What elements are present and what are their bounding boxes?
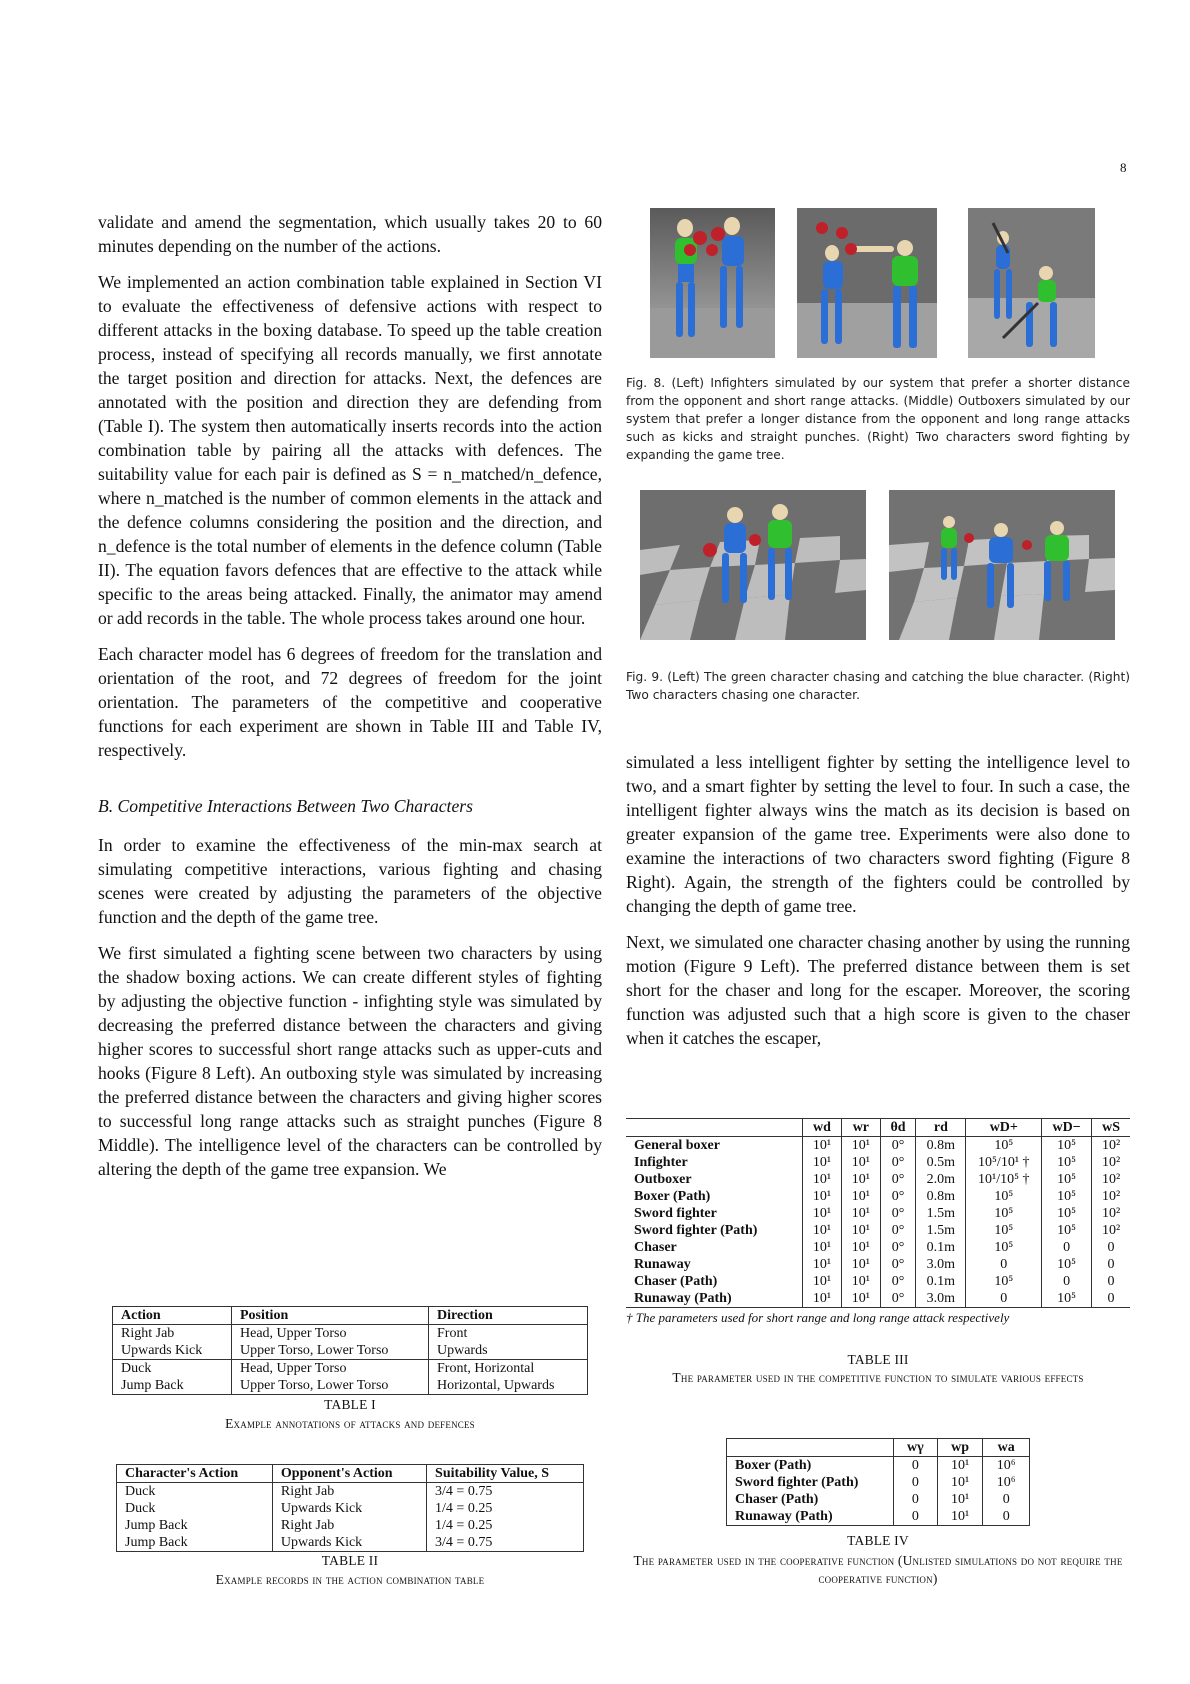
table-cell: Sword fighter <box>626 1205 803 1222</box>
table-header: wD+ <box>966 1119 1042 1137</box>
table-cell: 10¹ <box>937 1508 983 1526</box>
table-cell: 10² <box>1101 1155 1121 1170</box>
table-cell: 10¹ <box>841 1273 880 1290</box>
table-cell: 10⁵ <box>1042 1290 1092 1307</box>
table-header: wa <box>997 1440 1015 1455</box>
table-cell: Boxer (Path) <box>727 1457 894 1475</box>
table-header: wγ <box>894 1439 938 1457</box>
table-cell: General boxer <box>626 1137 803 1155</box>
table-cell: Upper Torso, Lower Torso <box>232 1377 429 1395</box>
table-cell: 0 <box>894 1491 938 1508</box>
table-cell: Duck <box>117 1500 273 1517</box>
table-cell: 0 <box>966 1256 1042 1273</box>
table-cell: 10² <box>1101 1189 1121 1204</box>
table-cell: 0° <box>880 1171 915 1188</box>
table-cell: 0 <box>1107 1257 1115 1272</box>
table-row <box>113 1325 588 1343</box>
table-header: Position <box>232 1307 429 1325</box>
fig8-right-image <box>968 208 1095 358</box>
table-caption: The parameter used in the cooperative function (Unlisted simulations do not require the cooperative function) <box>633 1553 1123 1586</box>
table-cell: Runaway (Path) <box>727 1508 894 1526</box>
table-cell: Head, Upper Torso <box>232 1325 429 1343</box>
table-cell: 10¹ <box>803 1256 842 1273</box>
table-cell: 0° <box>880 1290 915 1307</box>
fig9-left-image <box>640 490 866 640</box>
table-row <box>727 1491 1030 1508</box>
table-cell: 10¹ <box>803 1273 842 1290</box>
table-cell: 10⁶ <box>996 1475 1016 1490</box>
table-cell: 2.0m <box>916 1171 966 1188</box>
table-cell: 10⁵ <box>1042 1188 1092 1205</box>
table-label: TABLE IV <box>847 1533 909 1548</box>
table-2 <box>116 1464 584 1552</box>
table-header: wD− <box>1042 1119 1092 1137</box>
table-header: Direction <box>437 1308 493 1323</box>
table-cell: 10¹ <box>841 1205 880 1222</box>
table-cell: 10⁵/10¹ † <box>966 1154 1042 1171</box>
table-cell: 0 <box>1107 1291 1115 1306</box>
table-cell: 10⁵ <box>1042 1154 1092 1171</box>
paragraph: We first simulated a fighting scene between two characters by using the shadow boxing actions. We can create different styles of fighting by adjusting the objective function - infighting style was simulated by decreasing the preferred distance between the characters and giving higher scores to successful short range attacks such as upper-cuts and hooks (Figure 8 Left). An outboxing style was simulated by increasing the preferred distance between the characters and giving higher scores to successful long range attacks such as straight punches (Figure 8 Middle). The intelligence level of the characters can be controlled by altering the depth of the game tree expansion. We <box>98 943 602 1179</box>
table-row <box>626 1239 1130 1256</box>
table-cell: 10¹ <box>803 1154 842 1171</box>
table-header: Suitability Value, S <box>435 1466 550 1481</box>
table-row <box>113 1342 588 1360</box>
table-cell: 10¹ <box>937 1474 983 1491</box>
table-cell: 10¹ <box>803 1188 842 1205</box>
table-footnote: † The parameters used for short range and long range attack respectively <box>626 1307 1130 1326</box>
table-cell: 10¹ <box>841 1171 880 1188</box>
table-cell: Upwards <box>437 1343 488 1358</box>
table-caption: Example annotations of attacks and defences <box>225 1416 475 1431</box>
table-header: rd <box>916 1119 966 1137</box>
table-cell: Right Jab <box>272 1517 426 1534</box>
page-number: 8 <box>1120 160 1127 175</box>
table-row <box>117 1517 584 1534</box>
table-cell: Sword fighter (Path) <box>727 1474 894 1491</box>
table-cell: Horizontal, Upwards <box>437 1378 555 1393</box>
table-caption: The parameter used in the competitive function to simulate various effects <box>672 1370 1084 1385</box>
table-cell: Right Jab <box>113 1325 232 1343</box>
table-cell: 0.5m <box>916 1154 966 1171</box>
table-cell: 0 <box>894 1457 938 1475</box>
table-header: Action <box>113 1307 232 1325</box>
table-cell: Upwards Kick <box>272 1500 426 1517</box>
table-cell: 3.0m <box>916 1290 966 1307</box>
table-cell: 10¹ <box>841 1290 880 1307</box>
table-header: wd <box>803 1119 842 1137</box>
table-row <box>113 1360 588 1378</box>
table-cell: Duck <box>117 1483 273 1501</box>
table-cell: 0° <box>880 1239 915 1256</box>
table-cell: 3/4 = 0.75 <box>435 1535 493 1550</box>
table-row <box>727 1474 1030 1491</box>
table-cell: 0° <box>880 1154 915 1171</box>
table-row <box>626 1154 1130 1171</box>
paragraph: We implemented an action combination table explained in Section VI to evaluate the effectiveness of defensive actions with respect to different attacks in the boxing database. To speed up the table creation process, instead of specifying all records manually, we first annotate the target position and direction for attacks. Next, the defences are annotated with the position and direction they are defending from (Table I). The system then automatically inserts records into the action combination table by pairing all the attacks with defences. The suitability value for each pair is defined as S = n_matched/n_defence, where n_matched is the number of common elements in the attack and the defence columns considering the position and the direction, and n_defence is the total number of elements in the defence column (Table II). The equation favors defences that are effective to the attack while specific to the areas being attacked. Finally, the animator may amend or add records in the table. The whole process takes around one hour. <box>98 272 602 628</box>
table-cell: 0.1m <box>916 1273 966 1290</box>
table-cell: 10¹ <box>803 1137 842 1155</box>
table-row <box>626 1137 1130 1155</box>
table-cell: Jump Back <box>117 1534 273 1552</box>
table-cell: 0 <box>1107 1274 1115 1289</box>
table-row <box>626 1171 1130 1188</box>
table-cell: 0° <box>880 1188 915 1205</box>
table-cell: 10¹ <box>803 1205 842 1222</box>
table-1 <box>112 1306 588 1395</box>
table-cell: Front, Horizontal <box>437 1361 535 1376</box>
table-cell: Jump Back <box>117 1517 273 1534</box>
table-row <box>727 1457 1030 1475</box>
table-cell: 0.1m <box>916 1239 966 1256</box>
table-row <box>117 1500 584 1517</box>
table-cell: 10² <box>1101 1172 1121 1187</box>
table-label: TABLE III <box>847 1352 909 1367</box>
table-row <box>117 1483 584 1501</box>
table-cell: 10⁵ <box>1042 1171 1092 1188</box>
table-cell: Chaser (Path) <box>727 1491 894 1508</box>
table-cell: Sword fighter (Path) <box>626 1222 803 1239</box>
table-row <box>626 1273 1130 1290</box>
table-cell: 0 <box>894 1474 938 1491</box>
table-cell: 0 <box>1002 1492 1010 1507</box>
table-cell: 0.8m <box>916 1188 966 1205</box>
table-header <box>727 1439 894 1457</box>
table-row <box>626 1205 1130 1222</box>
table-cell: 10² <box>1101 1206 1121 1221</box>
table-cell: 10² <box>1101 1223 1121 1238</box>
table-cell: Infighter <box>626 1154 803 1171</box>
table-cell: Upper Torso, Lower Torso <box>232 1342 429 1360</box>
table-cell: 10¹ <box>841 1188 880 1205</box>
table-cell: Chaser (Path) <box>626 1273 803 1290</box>
table-cell: 10⁵ <box>1042 1256 1092 1273</box>
table-cell: 10⁵ <box>1042 1137 1092 1155</box>
table-cell: 0 <box>966 1290 1042 1307</box>
table-cell: 10⁵ <box>1042 1222 1092 1239</box>
table-cell: Outboxer <box>626 1171 803 1188</box>
table-row <box>117 1534 584 1552</box>
table-row <box>113 1377 588 1395</box>
table-header: Opponent's Action <box>272 1465 426 1483</box>
table-cell: 10⁶ <box>996 1458 1016 1473</box>
paragraph: Next, we simulated one character chasing another by using the running motion (Figure 9 Left). The preferred distance between them is set short for the chaser and long for the escaper. Moreover, the scoring function was adjusted such that a high score is given to the chaser when it catches the escaper, <box>626 932 1130 1048</box>
table-3 <box>626 1118 1130 1326</box>
table-cell: 10¹ <box>841 1154 880 1171</box>
table-cell: 0 <box>1042 1273 1092 1290</box>
fig9-right-image <box>889 490 1115 640</box>
table-4 <box>726 1438 1030 1526</box>
table-cell: 10¹ <box>937 1491 983 1508</box>
paragraph: validate and amend the segmentation, which usually takes 20 to 60 minutes depending on the number of the actions. <box>98 212 602 256</box>
table-cell: Boxer (Path) <box>626 1188 803 1205</box>
table-cell: 10⁵ <box>1042 1205 1092 1222</box>
table-cell: 0.8m <box>916 1137 966 1155</box>
table-cell: 0° <box>880 1205 915 1222</box>
fig8-left-image <box>650 208 775 358</box>
table-header <box>626 1119 803 1137</box>
table-cell: 3.0m <box>916 1256 966 1273</box>
table-cell: 0° <box>880 1222 915 1239</box>
table-cell: 10¹ <box>841 1137 880 1155</box>
table-cell: 10⁵ <box>966 1188 1042 1205</box>
table-label: TABLE II <box>321 1553 379 1568</box>
table-cell: 10¹ <box>937 1457 983 1475</box>
table-cell: 0° <box>880 1273 915 1290</box>
table-cell: Head, Upper Torso <box>232 1360 429 1378</box>
fig9-caption: Fig. 9. (Left) The green character chasing and catching the blue character. (Right) Two characters chasing one character. <box>626 670 1130 702</box>
table-cell: 10⁵ <box>966 1222 1042 1239</box>
table-row <box>626 1290 1130 1307</box>
fig8-middle-image <box>797 208 937 358</box>
paragraph: In order to examine the effectiveness of the min-max search at simulating competitive interactions, various fighting and chasing scenes were created by adjusting the parameters of the objective function and the depth of the game tree. <box>98 835 602 927</box>
table-cell: Upwards Kick <box>272 1534 426 1552</box>
section-heading: B. Competitive Interactions Between Two Characters <box>98 796 473 816</box>
table-cell: 0° <box>880 1256 915 1273</box>
table-cell: 1/4 = 0.25 <box>435 1518 493 1533</box>
table-cell: 10⁵ <box>966 1239 1042 1256</box>
left-column <box>98 210 602 1193</box>
paragraph: simulated a less intelligent fighter by setting the intelligence level to two, and a smart fighter by setting the level to four. In such a case, the intelligent fighter always wins the match as its decision is based on greater expansion of the game tree. Experiments were also done to examine the interactions of two characters sword fighting (Figure 8 Right). Again, the strength of the fighters could be controlled by changing the depth of game tree. <box>626 752 1130 916</box>
table-cell: 3/4 = 0.75 <box>435 1484 493 1499</box>
table-label: TABLE I <box>324 1397 376 1412</box>
table-cell: 1.5m <box>916 1205 966 1222</box>
table-cell: Right Jab <box>272 1483 426 1501</box>
table-header: Character's Action <box>117 1465 273 1483</box>
table-cell: 10⁵ <box>966 1273 1042 1290</box>
table-cell: 10¹ <box>803 1222 842 1239</box>
paragraph: Each character model has 6 degrees of freedom for the translation and orientation of the root, and 72 degrees of freedom for the joint orientation. The parameters of the competitive and cooperative functions for each experiment are shown in Table III and Table IV, respectively. <box>98 644 602 760</box>
table-cell: 1.5m <box>916 1222 966 1239</box>
table-cell: Jump Back <box>113 1377 232 1395</box>
table-row <box>626 1256 1130 1273</box>
table-cell: 10¹ <box>841 1239 880 1256</box>
table-cell: 10¹ <box>841 1256 880 1273</box>
table-caption: Example records in the action combination table <box>215 1572 485 1587</box>
table-cell: Runaway <box>626 1256 803 1273</box>
table-header: wS <box>1102 1120 1120 1135</box>
table-cell: 0 <box>1002 1509 1010 1524</box>
table-header: wp <box>937 1439 983 1457</box>
table-row <box>727 1508 1030 1526</box>
table-cell: 0 <box>1042 1239 1092 1256</box>
table-row <box>626 1222 1130 1239</box>
table-cell: 10² <box>1101 1138 1121 1153</box>
table-cell: Chaser <box>626 1239 803 1256</box>
table-cell: 10⁵ <box>966 1205 1042 1222</box>
table-cell: 10¹/10⁵ † <box>966 1171 1042 1188</box>
right-column <box>626 750 1130 1062</box>
table-cell: 10¹ <box>803 1290 842 1307</box>
table-header: wr <box>841 1119 880 1137</box>
table-cell: 10¹ <box>803 1171 842 1188</box>
table-cell: Runaway (Path) <box>626 1290 803 1307</box>
table-cell: 10¹ <box>841 1222 880 1239</box>
table-cell: Front <box>437 1326 468 1341</box>
table-header: θd <box>880 1119 915 1137</box>
table-cell: 10¹ <box>803 1239 842 1256</box>
table-cell: 1/4 = 0.25 <box>435 1501 493 1516</box>
table-cell: Upwards Kick <box>113 1342 232 1360</box>
fig8-caption: Fig. 8. (Left) Infighters simulated by our system that prefer a shorter distance from the opponent and short range attacks. (Middle) Outboxers simulated by our system that prefer a longer distance from the opponent and long range attacks such as kicks and straight punches. (Right) Two characters sword fighting by expanding the game tree. <box>626 376 1130 462</box>
table-cell: Duck <box>113 1360 232 1378</box>
table-cell: 0° <box>880 1137 915 1155</box>
table-row <box>626 1188 1130 1205</box>
table-cell: 0 <box>1107 1240 1115 1255</box>
table-cell: 0 <box>894 1508 938 1526</box>
table-cell: 10⁵ <box>966 1137 1042 1155</box>
